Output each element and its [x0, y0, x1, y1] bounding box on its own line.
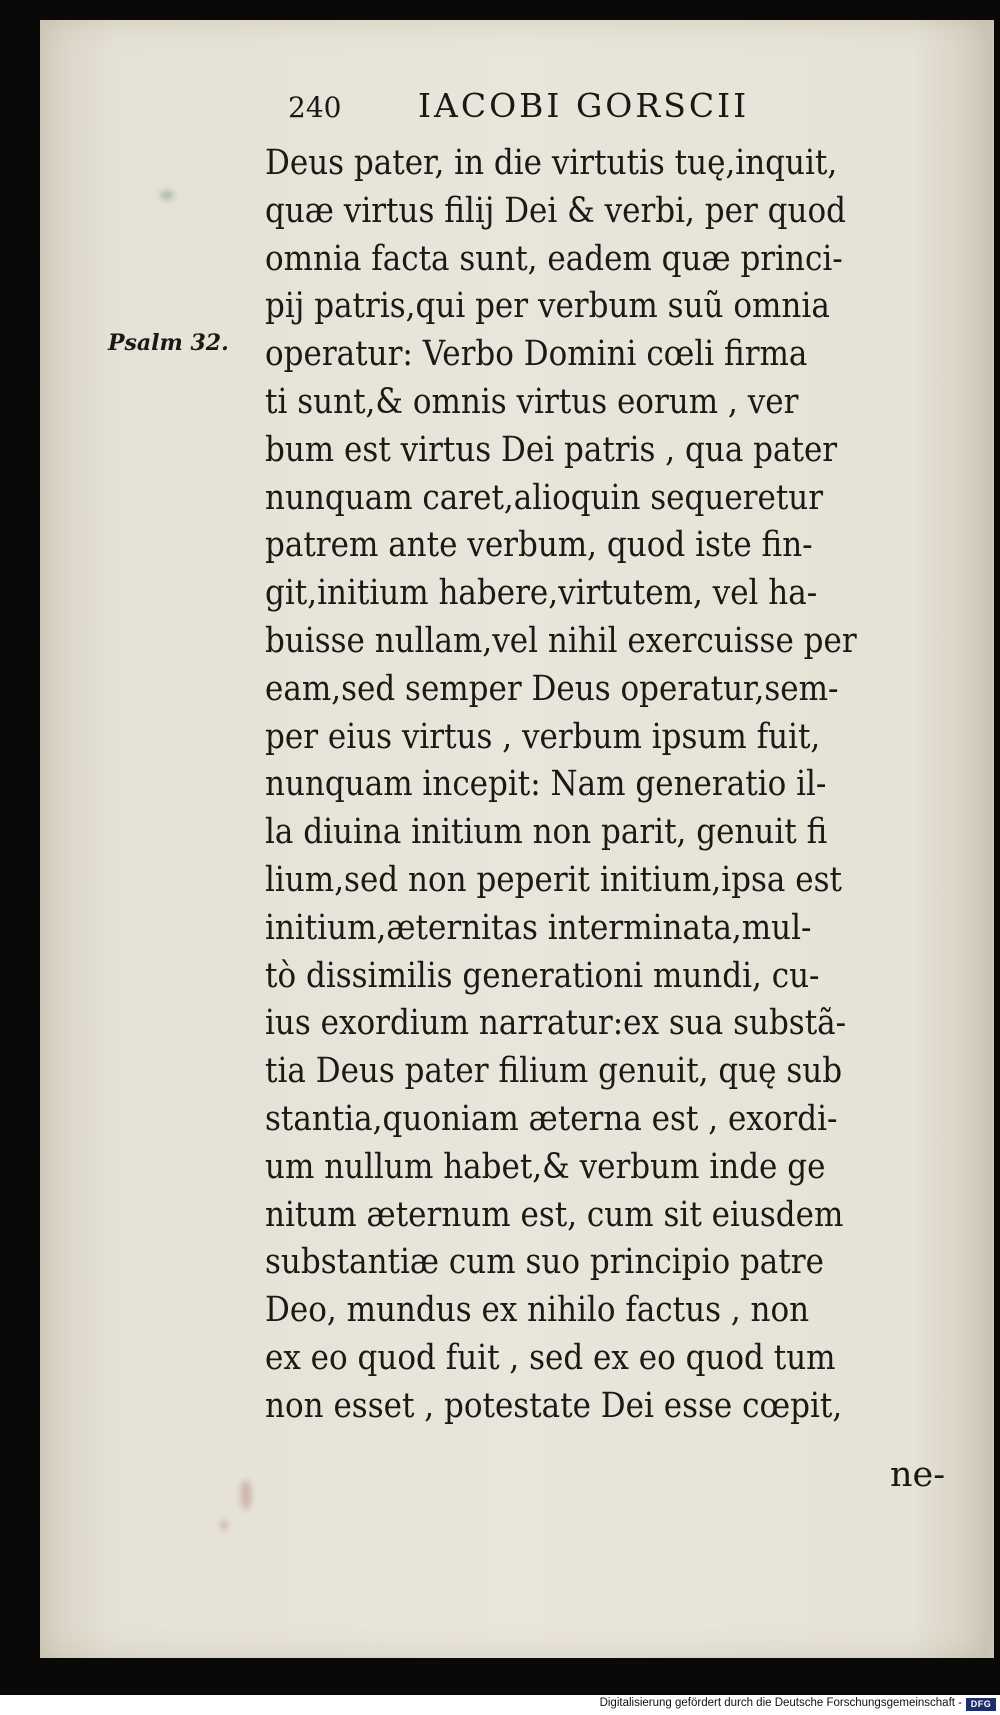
page-number: 240	[288, 91, 342, 124]
dfg-logo: DFG	[966, 1698, 996, 1711]
running-header	[288, 86, 749, 126]
funding-notice: Digitalisierung gefördert durch die Deutsche Forschungsgemeinschaft -	[599, 1697, 962, 1709]
text-line: lium,sed non peperit initium,ipsa est	[265, 859, 842, 900]
text-line: ex eo quod fuit , sed ex eo quod tum	[265, 1337, 836, 1378]
text-line: patrem ante verbum, quod iste fin-	[265, 525, 813, 566]
page-stain	[240, 1480, 252, 1510]
text-line: buisse nullam,vel nihil exercuisse per	[265, 620, 857, 661]
text-line: nitum æternum est, cum sit eiusdem	[265, 1194, 844, 1235]
text-line: la diuina initium non parit, genuit fi	[265, 812, 828, 853]
text-line: ti sunt,& omnis virtus eorum , ver	[265, 381, 799, 422]
text-line: initium,æternitas interminata,mul-	[265, 907, 812, 948]
text-line: eam,sed semper Deus operatur,sem-	[265, 668, 839, 709]
text-line: Deus pater, in die virtutis tuę,inquit,	[265, 143, 838, 183]
page-stain	[220, 1520, 228, 1530]
text-line: substantiæ cum suo principio patre	[265, 1242, 824, 1283]
text-line: ius exordium narratur:ex sua substã-	[265, 1003, 847, 1044]
text-line: bum est virtus Dei patris , qua pater	[265, 429, 838, 470]
text-line: per eius virtus , verbum ipsum fuit,	[265, 716, 821, 757]
text-line: omnia facta sunt, eadem quæ princi-	[265, 238, 843, 279]
text-line: tia Deus pater filium genuit, quę sub	[265, 1051, 843, 1092]
text-line: operatur: Verbo Domini cœli firma	[265, 334, 808, 375]
text-line: um nullum habet,& verbum inde ge	[265, 1146, 826, 1187]
body-text	[265, 140, 965, 1431]
catchword: ne-	[890, 1455, 946, 1495]
page-stain	[160, 190, 174, 200]
text-line: nunquam incepit: Nam generatio il-	[265, 764, 827, 805]
text-line: tò dissimilis generationi mundi, cu-	[265, 955, 820, 996]
footer-bar	[0, 1695, 1000, 1715]
text-line: quæ virtus filij Dei & verbi, per quod	[265, 190, 846, 231]
margin-note: Psalm 32.	[108, 330, 229, 356]
text-line: nunquam caret,alioquin sequeretur	[265, 477, 824, 518]
text-line: git,initium habere,virtutem, vel ha-	[265, 573, 818, 614]
text-line: Deo, mundus ex nihilo factus , non	[265, 1290, 810, 1331]
running-title: IACOBI GORSCII	[418, 86, 750, 125]
text-line: non esset , potestate Dei esse cœpit,	[265, 1385, 843, 1426]
text-line: pij patris,qui per verbum suũ omnia	[265, 286, 830, 327]
text-line: stantia,quoniam æterna est , exordi-	[265, 1098, 838, 1139]
